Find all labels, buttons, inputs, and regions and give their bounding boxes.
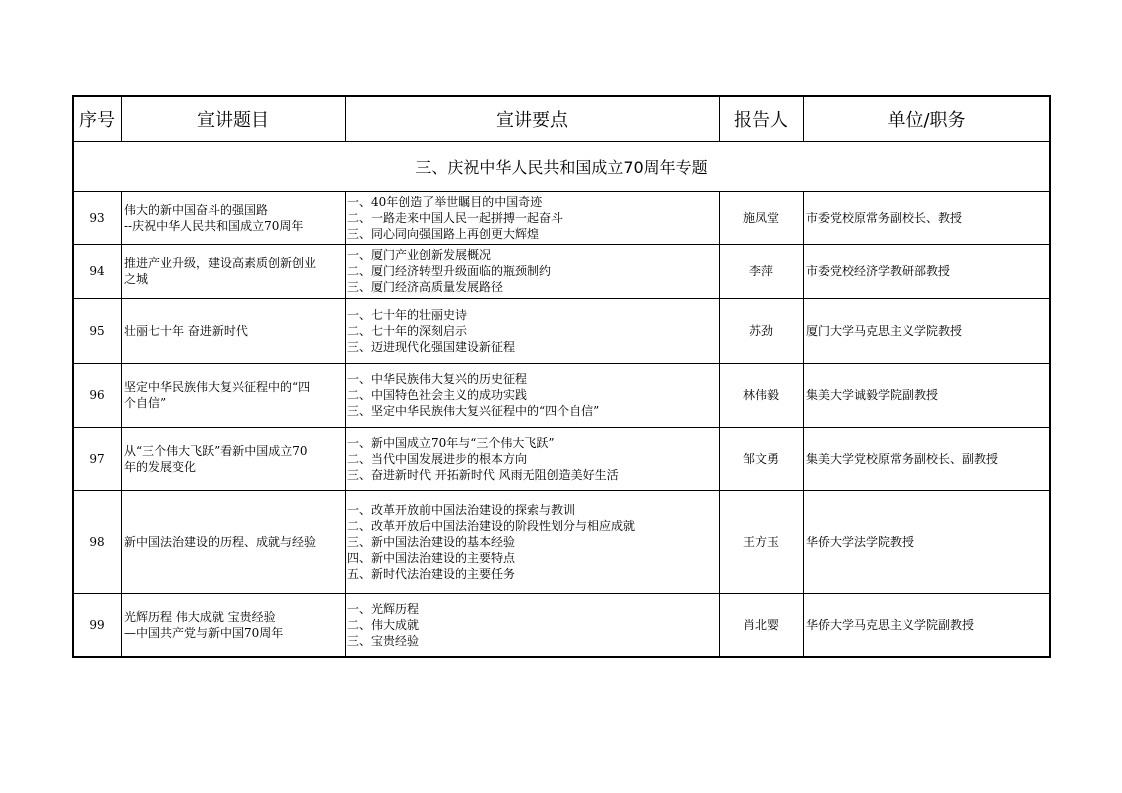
row-95-topic-line: 壮丽七十年 奋进新时代 xyxy=(124,323,248,338)
row-98-topic-line: 新中国法治建设的历程、成就与经验 xyxy=(124,534,317,549)
row-93-topic xyxy=(124,192,344,244)
row-98-no: 98 xyxy=(89,534,105,549)
row-94-topic-line: 之城 xyxy=(124,272,149,286)
grid-line xyxy=(72,95,1051,97)
row-96-point: 三、坚定中华民族伟大复兴征程中的“四个自信” xyxy=(347,404,600,418)
row-98-unit: 华侨大学法学院教授 xyxy=(806,534,915,549)
row-95-topic xyxy=(124,298,344,363)
row-98-speaker: 王方玉 xyxy=(742,534,779,549)
row-99-speaker: 肖北婴 xyxy=(742,618,779,632)
row-93-no: 93 xyxy=(89,211,105,225)
row-93-points xyxy=(347,192,718,244)
row-95-no: 95 xyxy=(89,323,105,338)
row-98-point: 一、改革开放前中国法治建设的探索与教训 xyxy=(347,502,576,517)
row-96-unit: 集美大学诚毅学院副教授 xyxy=(806,388,939,402)
row-97-topic-line: 从“三个伟大飞跃”看新中国成立70 xyxy=(124,443,308,458)
row-97-points xyxy=(347,427,718,490)
row-99-unit: 华侨大学马克思主义学院副教授 xyxy=(806,618,975,632)
row-93-point: 二、一路走来中国人民一起拼搏一起奋斗 xyxy=(347,211,564,225)
grid-line xyxy=(72,363,1051,364)
header-speaker: 报告人 xyxy=(734,109,788,131)
row-95-point: 三、迈进现代化强国建设新征程 xyxy=(347,339,516,354)
grid-line xyxy=(719,95,720,141)
row-94-topic xyxy=(124,244,344,298)
row-93-unit: 市委党校原常务副校长、教授 xyxy=(806,211,963,225)
row-97-no: 97 xyxy=(89,451,105,466)
row-97-speaker: 邹文勇 xyxy=(742,451,779,466)
grid-line xyxy=(72,191,1051,192)
grid-line xyxy=(1049,95,1051,658)
row-96-topic-line: 坚定中华民族伟大复兴征程中的“四 xyxy=(124,380,311,394)
row-99-topic xyxy=(124,593,344,657)
grid-line xyxy=(72,298,1051,299)
row-96-topic-line: 个自信” xyxy=(124,396,167,410)
row-98-topic xyxy=(124,490,344,593)
row-93-topic-line: 伟大的新中国奋斗的强国路 xyxy=(124,203,269,217)
row-99-point: 二、伟大成就 xyxy=(347,618,420,632)
row-99-point: 一、光辉历程 xyxy=(347,602,420,616)
grid-line xyxy=(72,244,1051,245)
row-97-point: 一、新中国成立70年与“三个伟大飞跃” xyxy=(347,435,555,450)
row-97-unit: 集美大学党校原常务副校长、副教授 xyxy=(806,451,999,466)
row-96-speaker: 林伟毅 xyxy=(742,388,779,402)
grid-line xyxy=(72,593,1051,594)
row-97-topic-line: 年的发展变化 xyxy=(124,459,197,474)
row-94-unit: 市委党校经济学教研部教授 xyxy=(806,264,951,278)
row-97-topic xyxy=(124,427,344,490)
header-no: 序号 xyxy=(79,109,115,131)
row-99-points xyxy=(347,593,718,657)
grid-line xyxy=(719,191,720,657)
row-93-topic-line: --庆祝中华人民共和国成立70周年 xyxy=(124,219,304,233)
row-98-point: 五、新时代法治建设的主要任务 xyxy=(347,566,516,581)
row-96-topic xyxy=(124,363,344,427)
grid-line xyxy=(121,191,122,657)
grid-line xyxy=(72,141,1051,142)
row-95-speaker: 苏劲 xyxy=(748,323,773,338)
row-99-topic-line: —中国共产党与新中国70周年 xyxy=(124,626,284,640)
row-93-speaker: 施凤堂 xyxy=(742,211,779,225)
row-96-point: 一、中华民族伟大复兴的历史征程 xyxy=(347,372,528,386)
row-94-topic-line: 推进产业升级，建设高素质创新创业 xyxy=(124,256,317,270)
section-title: 三、庆祝中华人民共和国成立70周年专题 xyxy=(415,158,708,177)
grid-line xyxy=(803,191,804,657)
row-99-topic-line: 光辉历程 伟大成就 宝贵经验 xyxy=(124,610,276,624)
row-96-point: 二、中国特色社会主义的成功实践 xyxy=(347,388,528,402)
grid-line xyxy=(72,490,1051,491)
row-95-point: 一、七十年的壮丽史诗 xyxy=(347,307,468,322)
grid-line xyxy=(803,95,804,141)
row-94-point: 三、厦门经济高质量发展路径 xyxy=(347,280,504,294)
row-95-point: 二、七十年的深刻启示 xyxy=(347,323,468,338)
row-93-point: 一、40年创造了举世瞩目的中国奇迹 xyxy=(347,195,543,209)
grid-line xyxy=(121,95,122,141)
row-94-speaker: 李萍 xyxy=(748,264,773,278)
row-94-point: 一、厦门产业创新发展概况 xyxy=(347,248,492,262)
grid-line xyxy=(72,656,1051,658)
row-94-points xyxy=(347,244,718,298)
row-95-points xyxy=(347,298,718,363)
row-97-point: 三、奋进新时代 开拓新时代 风雨无阻创造美好生活 xyxy=(347,467,619,482)
row-94-no: 94 xyxy=(89,264,105,278)
row-94-point: 二、厦门经济转型升级面临的瓶颈制约 xyxy=(347,264,552,278)
row-99-no: 99 xyxy=(89,618,105,632)
row-93-point: 三、同心同向强国路上再创更大辉煌 xyxy=(347,227,540,241)
row-95-unit: 厦门大学马克思主义学院教授 xyxy=(806,323,963,338)
header-topic: 宣讲题目 xyxy=(197,109,269,131)
header-unit: 单位/职务 xyxy=(887,109,966,131)
grid-line xyxy=(72,95,74,658)
row-98-points xyxy=(347,490,718,593)
row-96-no: 96 xyxy=(89,388,105,402)
header-points: 宣讲要点 xyxy=(496,109,568,131)
grid-line xyxy=(72,427,1051,428)
row-98-point: 二、改革开放后中国法治建设的阶段性划分与相应成就 xyxy=(347,518,636,533)
grid-line xyxy=(345,191,346,657)
row-99-point: 三、宝贵经验 xyxy=(347,634,420,648)
grid-line xyxy=(345,95,346,141)
row-98-point: 三、新中国法治建设的基本经验 xyxy=(347,534,516,549)
row-96-points xyxy=(347,363,718,427)
row-98-point: 四、新中国法治建设的主要特点 xyxy=(347,550,516,565)
row-97-point: 二、当代中国发展进步的根本方向 xyxy=(347,451,528,466)
